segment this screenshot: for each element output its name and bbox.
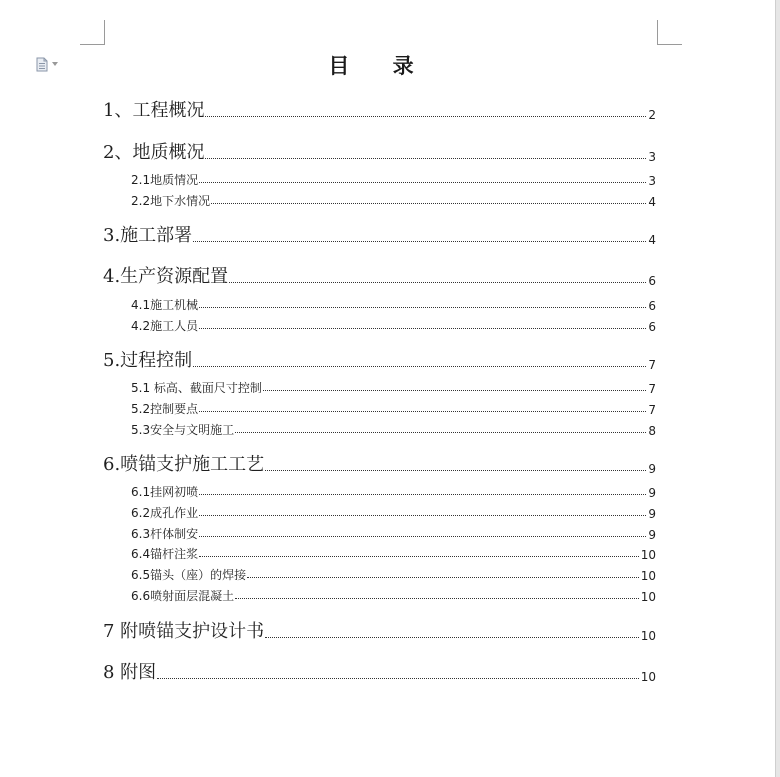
toc-entry-label: 1、工程概况: [103, 100, 205, 121]
toc-entry-page: 7: [648, 358, 656, 372]
toc-leader-dots: [247, 576, 639, 578]
toc-leader-dots: [193, 365, 646, 367]
toc-entry-label: 5.2控制要点: [131, 402, 199, 416]
toc-entry-page: 9: [648, 462, 656, 476]
toc-entry-page: 9: [648, 507, 656, 521]
toc-leader-dots: [193, 240, 646, 242]
toc-leader-dots: [157, 677, 639, 679]
toc-entry-page: 6: [648, 299, 656, 313]
toc-entry-page: 10: [640, 590, 656, 604]
toc-entry[interactable]: [131, 317, 656, 334]
toc-leader-dots: [263, 389, 646, 391]
toc-entry-page: 4: [648, 233, 656, 247]
toc-leader-dots: [199, 327, 646, 329]
toc-entry-label: 6.5锚头（座）的焊接: [131, 568, 247, 582]
toc-entry-page: 7: [648, 403, 656, 417]
toc-entry-page: 10: [640, 629, 656, 643]
toc-leader-dots: [229, 281, 646, 283]
toc-entry-label: 6.2成孔作业: [131, 506, 199, 520]
toc-leader-dots: [265, 636, 639, 638]
toc-leader-dots: [199, 493, 646, 495]
toc-leader-dots: [205, 115, 646, 117]
toc-entry[interactable]: [103, 450, 656, 476]
toc-entry-page: 2: [648, 108, 656, 122]
toc-entry[interactable]: [131, 400, 656, 417]
toc-leader-dots: [199, 514, 646, 516]
toc-entry-label: 2.2地下水情况: [131, 194, 211, 208]
toc-entry[interactable]: [131, 525, 656, 542]
toc-leader-dots: [235, 597, 639, 599]
toc-entry-page: 8: [648, 424, 656, 438]
toc-leader-dots: [211, 202, 646, 204]
toc-entry-label: 8 附图: [103, 662, 157, 683]
toc-entry[interactable]: [103, 221, 656, 247]
toc-entry-label: 6.4锚杆注浆: [131, 547, 199, 561]
toc-entry-label: 5.3安全与文明施工: [131, 423, 235, 437]
toc-leader-dots: [205, 157, 646, 159]
toc-entry-label: 5.过程控制: [103, 350, 193, 371]
crop-mark-top-right: [657, 20, 682, 45]
toc-entry[interactable]: [131, 566, 656, 583]
toc-entry-label: 6.1挂网初喷: [131, 485, 199, 499]
toc-entry[interactable]: [103, 96, 656, 122]
toc-entry[interactable]: [103, 262, 656, 288]
toc-leader-dots: [199, 306, 646, 308]
toc-title: 目 录: [328, 53, 432, 78]
toc-leader-dots: [199, 181, 646, 183]
toc-entry-page: 4: [648, 195, 656, 209]
toc-entry-label: 4.1施工机械: [131, 298, 199, 312]
toc-entry-page: 6: [648, 320, 656, 334]
toc-entry[interactable]: [131, 504, 656, 521]
toc-leader-dots: [199, 410, 646, 412]
toc-entry-page: 3: [648, 150, 656, 164]
toc-entry[interactable]: [103, 658, 656, 684]
toc-entry-label: 3.施工部署: [103, 225, 193, 246]
toc-leader-dots: [199, 555, 639, 557]
toc-entry[interactable]: [103, 138, 656, 164]
toc-entry-label: 6.3杆体制安: [131, 527, 199, 541]
toc-entry-label: 7 附喷锚支护设计书: [103, 621, 265, 642]
toc-entry-page: 10: [640, 569, 656, 583]
toc-leader-dots: [199, 535, 646, 537]
toc-entry-page: 10: [640, 548, 656, 562]
toc-entry-page: 9: [648, 528, 656, 542]
toc-entry-page: 9: [648, 486, 656, 500]
toc-entry-label: 5.1 标高、截面尺寸控制: [131, 381, 262, 395]
toc-entry[interactable]: [131, 587, 656, 604]
toc-entry[interactable]: [131, 545, 656, 562]
toc-entry-label: 4.2施工人员: [131, 319, 199, 333]
toc-entry[interactable]: [131, 483, 656, 500]
toc-entry-label: 4.生产资源配置: [103, 266, 229, 287]
toc-leader-dots: [235, 431, 646, 433]
toc-entry-page: 3: [648, 174, 656, 188]
toc-entry-label: 6.6喷射面层混凝土: [131, 589, 235, 603]
page-edge: [775, 0, 780, 777]
toc-entry[interactable]: [131, 171, 656, 188]
toc-entry-label: 2、地质概况: [103, 142, 205, 163]
toc-entry-label: 6.喷锚支护施工工艺: [103, 454, 265, 475]
crop-mark-top-left: [80, 20, 105, 45]
toc-entry-page: 7: [648, 382, 656, 396]
toc-leader-dots: [265, 469, 646, 471]
toc-entry[interactable]: [103, 617, 656, 643]
toc-entry[interactable]: [131, 296, 656, 313]
toc-entry[interactable]: [131, 379, 656, 396]
toc-entry-page: 6: [648, 274, 656, 288]
toc-entry-page: 10: [640, 670, 656, 684]
toc-entry[interactable]: [131, 421, 656, 438]
toc-entry[interactable]: [131, 192, 656, 209]
toc-entry[interactable]: [103, 346, 656, 372]
toc-entry-label: 2.1地质情况: [131, 173, 199, 187]
